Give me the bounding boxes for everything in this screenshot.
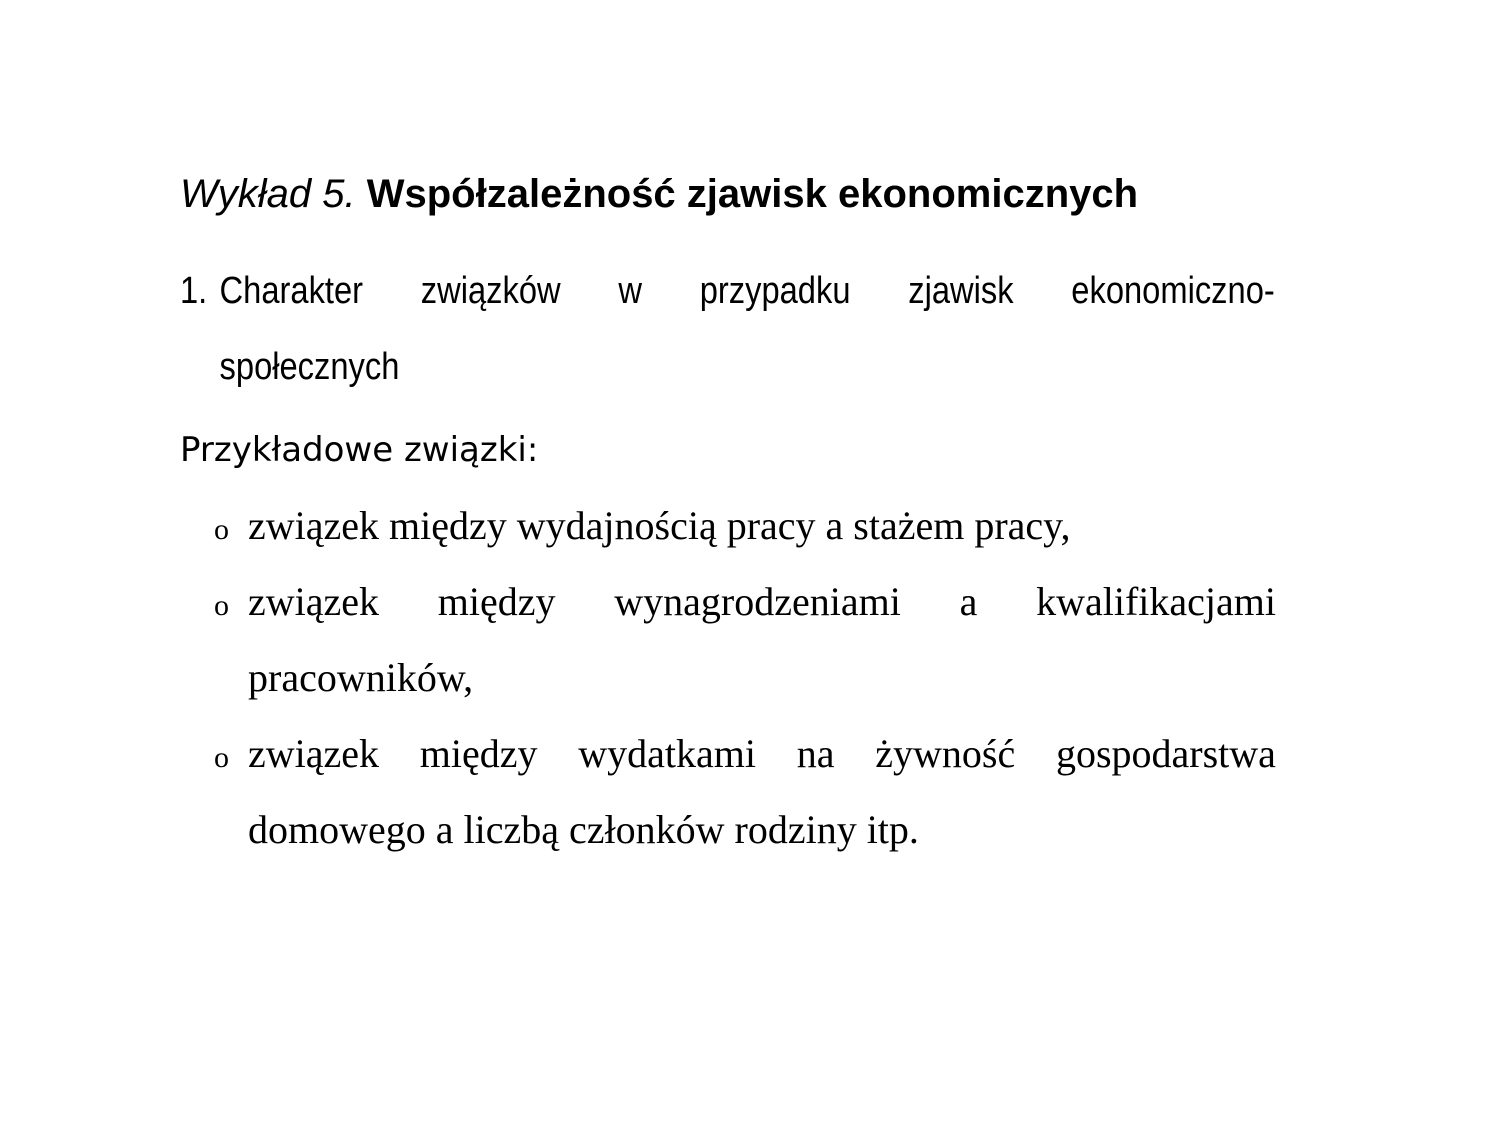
word: kwalifikacjami <box>1036 579 1276 624</box>
word: żywność <box>875 731 1016 776</box>
word: gospodarstwa <box>1055 731 1276 776</box>
word: związków <box>420 270 561 312</box>
word: wydatkami <box>578 731 756 776</box>
word: Charakter <box>219 270 364 312</box>
circle-bullet-icon: o <box>214 513 229 546</box>
word: przypadku <box>699 270 851 312</box>
list-item <box>214 730 1276 806</box>
item-text-line-1 <box>220 270 1275 313</box>
list-item-text-line-2: domowego a liczbą członków rodziny itp. <box>248 807 919 852</box>
item-text-line-2: społecznych <box>219 346 400 388</box>
word: w <box>618 270 642 312</box>
item-number: 1. <box>180 270 208 312</box>
numbered-item-1 <box>180 270 1275 422</box>
examples-heading: Przykładowe związki: <box>180 430 539 470</box>
word: między <box>419 731 538 776</box>
circle-bullet-icon: o <box>214 589 229 622</box>
list-item-text-line-1 <box>248 730 1276 777</box>
list-item-text-line-2: pracowników, <box>248 655 474 700</box>
word: na <box>796 731 835 776</box>
word: związek <box>248 731 380 776</box>
page-title <box>180 170 1138 218</box>
word: zjawisk <box>908 270 1014 312</box>
word: między <box>437 579 556 624</box>
list-item-text: związek między wydajnością pracy a stażem pracy, <box>248 503 1071 548</box>
circle-bullet-icon: o <box>214 741 229 774</box>
word: związek <box>248 579 380 624</box>
word: ekonomiczno- <box>1071 270 1275 312</box>
bullet-list <box>214 502 1276 882</box>
list-item-text-line-1 <box>248 578 1276 625</box>
list-item <box>214 578 1276 654</box>
list-item <box>214 502 1276 578</box>
lecture-number: Wykład 5. <box>180 172 356 216</box>
word: wynagrodzeniami <box>614 579 901 624</box>
word: a <box>959 579 978 624</box>
lecture-topic: Współzależność zjawisk ekonomicznych <box>366 172 1139 216</box>
